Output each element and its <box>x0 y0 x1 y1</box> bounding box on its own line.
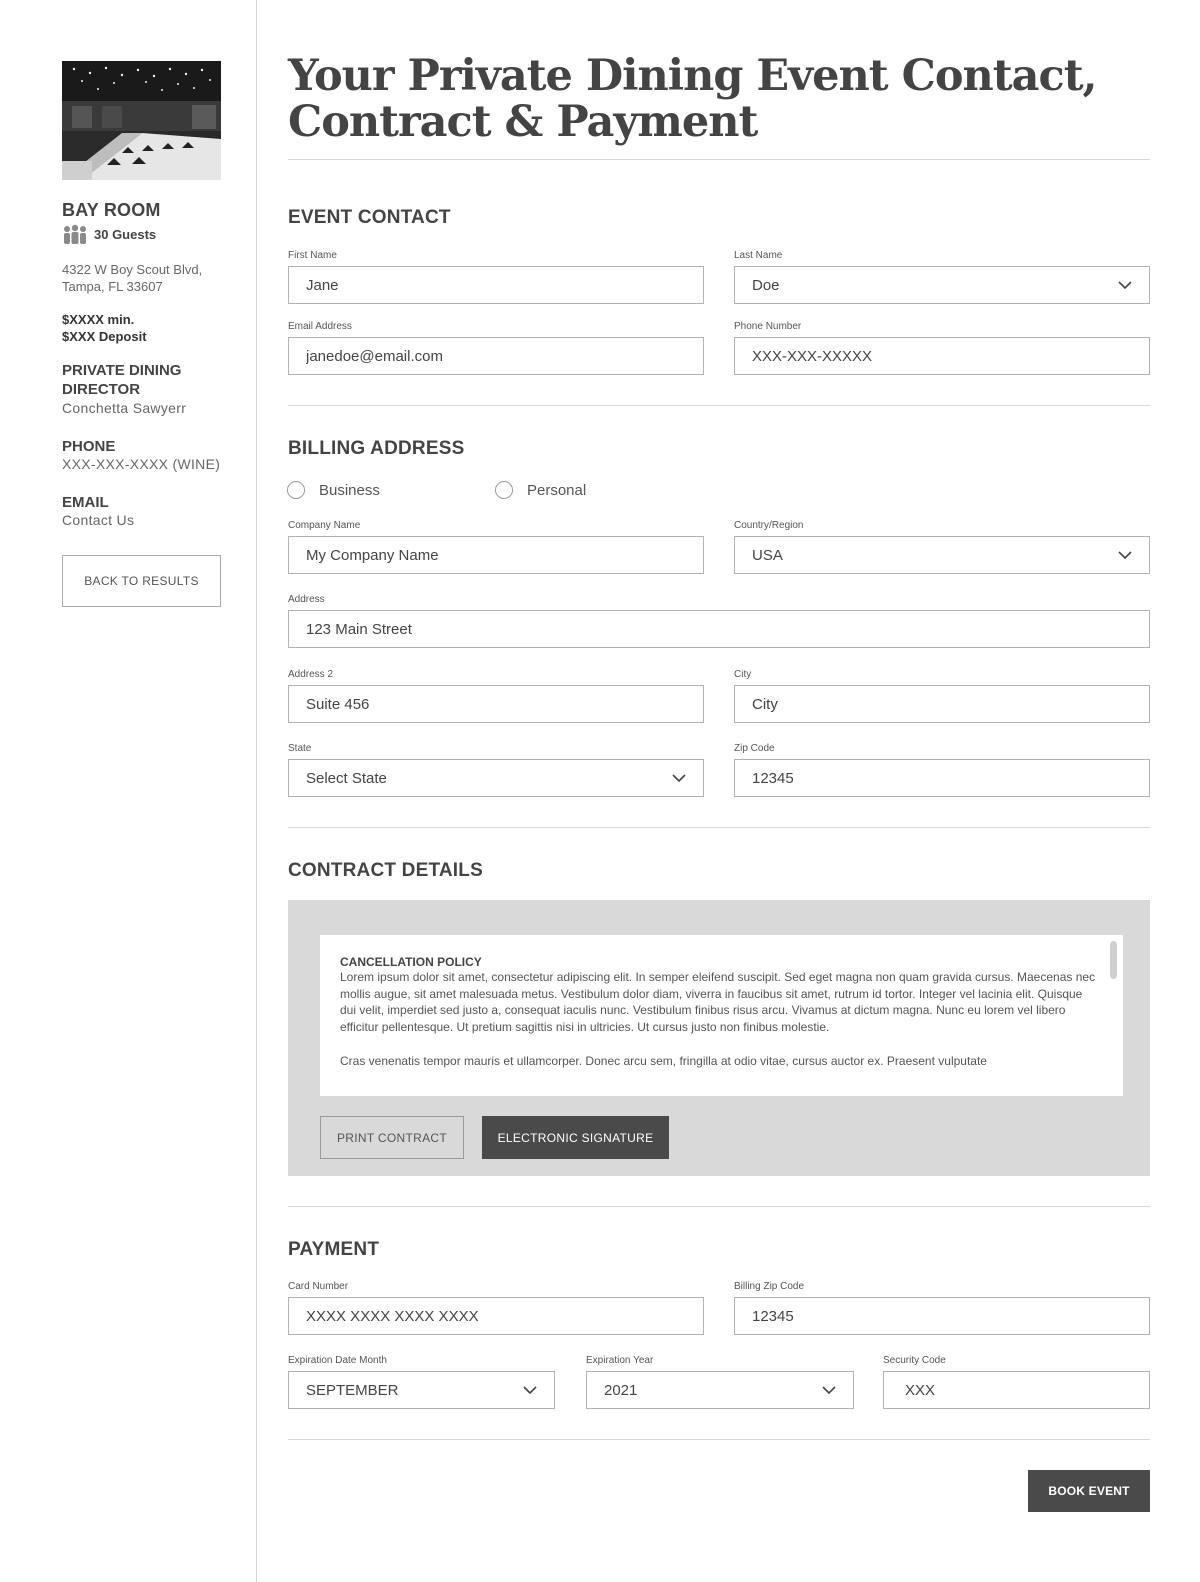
phone-value: XXX-XXX-XXXX (WINE) <box>62 456 221 472</box>
address2-label: Address 2 <box>288 669 334 680</box>
city-input[interactable] <box>752 696 1132 713</box>
chevron-down-icon <box>1118 551 1132 560</box>
state-value: Select State <box>306 769 387 787</box>
divider <box>288 159 1150 160</box>
exp-year-label: Expiration Year <box>586 1355 654 1366</box>
divider <box>288 405 1150 406</box>
security-code-input[interactable] <box>905 1382 1132 1399</box>
page-title-line-1: Your Private Dining Event Contact, <box>288 51 1097 101</box>
address-input[interactable] <box>306 621 1132 638</box>
last-name-label: Last Name <box>734 250 783 261</box>
zip-code-field[interactable] <box>734 759 1150 797</box>
director-name: Conchetta Sawyerr <box>62 400 187 416</box>
exp-year-select[interactable] <box>586 1371 854 1409</box>
radio-personal-label: Personal <box>527 481 587 499</box>
exp-month-select[interactable] <box>288 1371 555 1409</box>
card-number-input[interactable] <box>306 1308 686 1325</box>
radio-business[interactable] <box>287 481 380 499</box>
venue-address <box>62 261 202 295</box>
radio-circle[interactable] <box>495 481 513 499</box>
email-label: EMAIL <box>62 494 109 511</box>
address-line-2: Tampa, FL 33607 <box>62 279 163 294</box>
city-field[interactable] <box>734 685 1150 723</box>
page-title-line-2: Contract & Payment <box>288 97 758 147</box>
address-field[interactable] <box>288 610 1150 648</box>
radio-circle[interactable] <box>287 481 305 499</box>
guest-count: 30 Guests <box>94 226 157 242</box>
company-name-field[interactable] <box>288 536 704 574</box>
contract-panel <box>288 900 1150 1176</box>
zip-code-input[interactable] <box>752 770 1132 787</box>
deposit-amount: $XXX Deposit <box>62 329 147 344</box>
zip-code-label: Zip Code <box>734 743 775 754</box>
chevron-down-icon <box>523 1386 537 1395</box>
card-number-field[interactable] <box>288 1297 704 1335</box>
chevron-down-icon <box>1118 281 1132 290</box>
exp-month-label: Expiration Date Month <box>288 1355 387 1366</box>
dining-room-image <box>62 61 221 180</box>
phone-input[interactable] <box>752 348 1132 365</box>
phone-label: PHONE <box>62 438 116 455</box>
company-name-label: Company Name <box>288 520 361 531</box>
email-address-label: Email Address <box>288 321 352 332</box>
contact-us-link[interactable]: Contact Us <box>62 512 135 528</box>
divider <box>288 1439 1150 1440</box>
state-select[interactable] <box>288 759 704 797</box>
radio-business-label: Business <box>319 481 380 499</box>
security-code-field[interactable] <box>883 1371 1150 1409</box>
venue-sidebar <box>0 0 257 1582</box>
state-label: State <box>288 743 312 754</box>
email-field[interactable] <box>288 337 704 375</box>
event-contact-heading: EVENT CONTACT <box>288 207 451 228</box>
address2-field[interactable] <box>288 685 704 723</box>
last-name-value: Doe <box>752 276 780 294</box>
contract-details-heading: CONTRACT DETAILS <box>288 860 483 881</box>
country-value: USA <box>752 546 783 564</box>
first-name-input[interactable] <box>306 277 686 294</box>
city-label: City <box>734 669 752 680</box>
first-name-label: First Name <box>288 250 337 261</box>
print-contract-button[interactable]: PRINT CONTRACT <box>320 1116 464 1159</box>
address-label: Address <box>288 594 325 605</box>
billing-zip-input[interactable] <box>752 1308 1132 1325</box>
contract-text-scroll[interactable] <box>320 935 1123 1096</box>
contract-paragraph: Cras venenatis tempor mauris et ullamcorper. Donec arcu sem, fringilla at odio vitae, cursus auctor ex. Praesent vulputate <box>340 1053 987 1068</box>
exp-month-value: SEPTEMBER <box>306 1381 399 1399</box>
last-name-select[interactable] <box>734 266 1150 304</box>
people-icon <box>62 224 88 244</box>
address-line-1: 4322 W Boy Scout Blvd, <box>62 262 203 277</box>
contract-paragraph: Lorem ipsum dolor sit amet, consectetur adipiscing elit. In semper eleifend suscipit. Sed eget magna non quam gravida cursus. Maecenas nec mollis augue, sit amet malesuada metus. Vestibulum dolor diam, viverra in faucibus sit amet, rutrum id tortor. Integer vel lacinia elit. Quisque dui velit, imperdiet sed justo a, consequat iaculis nunc. Vestibulum finibus risus arcu. Vivamus at dictum magna. Nunc eu lorem vel libero efficitur pellentesque. Ut pretium sagittis nisi in ultricies. Ut cursus justo non finibus molestie. <box>340 970 1096 1035</box>
cancellation-policy-heading: CANCELLATION POLICY <box>340 955 482 969</box>
guest-capacity <box>62 224 156 244</box>
divider <box>288 827 1150 828</box>
page-title <box>288 53 1097 145</box>
country-select[interactable] <box>734 536 1150 574</box>
billing-address-heading: BILLING ADDRESS <box>288 438 465 459</box>
email-input[interactable] <box>306 348 686 365</box>
card-number-label: Card Number <box>288 1281 349 1292</box>
director-label: PRIVATE DINING DIRECTOR <box>62 362 182 398</box>
billing-zip-field[interactable] <box>734 1297 1150 1335</box>
minimum-price: $XXXX min. <box>62 312 135 327</box>
scrollbar-thumb[interactable] <box>1110 941 1117 979</box>
venue-photo <box>62 61 221 180</box>
company-name-input[interactable] <box>306 547 686 564</box>
country-label: Country/Region <box>734 520 804 531</box>
pricing <box>62 311 147 345</box>
chevron-down-icon <box>822 1386 836 1395</box>
phone-number-label: Phone Number <box>734 321 802 332</box>
venue-name: BAY ROOM <box>62 200 161 220</box>
electronic-signature-button[interactable]: ELECTRONIC SIGNATURE <box>482 1116 669 1159</box>
payment-heading: PAYMENT <box>288 1239 380 1260</box>
chevron-down-icon <box>672 774 686 783</box>
phone-field[interactable] <box>734 337 1150 375</box>
radio-personal[interactable] <box>495 481 586 499</box>
security-code-label: Security Code <box>883 1355 946 1366</box>
first-name-field[interactable] <box>288 266 704 304</box>
exp-year-value: 2021 <box>604 1381 638 1399</box>
divider <box>288 1206 1150 1207</box>
back-to-results-button[interactable]: BACK TO RESULTS <box>62 555 221 607</box>
address2-input[interactable] <box>306 696 686 713</box>
book-event-button[interactable]: BOOK EVENT <box>1028 1470 1150 1512</box>
billing-zip-label: Billing Zip Code <box>734 1281 805 1292</box>
